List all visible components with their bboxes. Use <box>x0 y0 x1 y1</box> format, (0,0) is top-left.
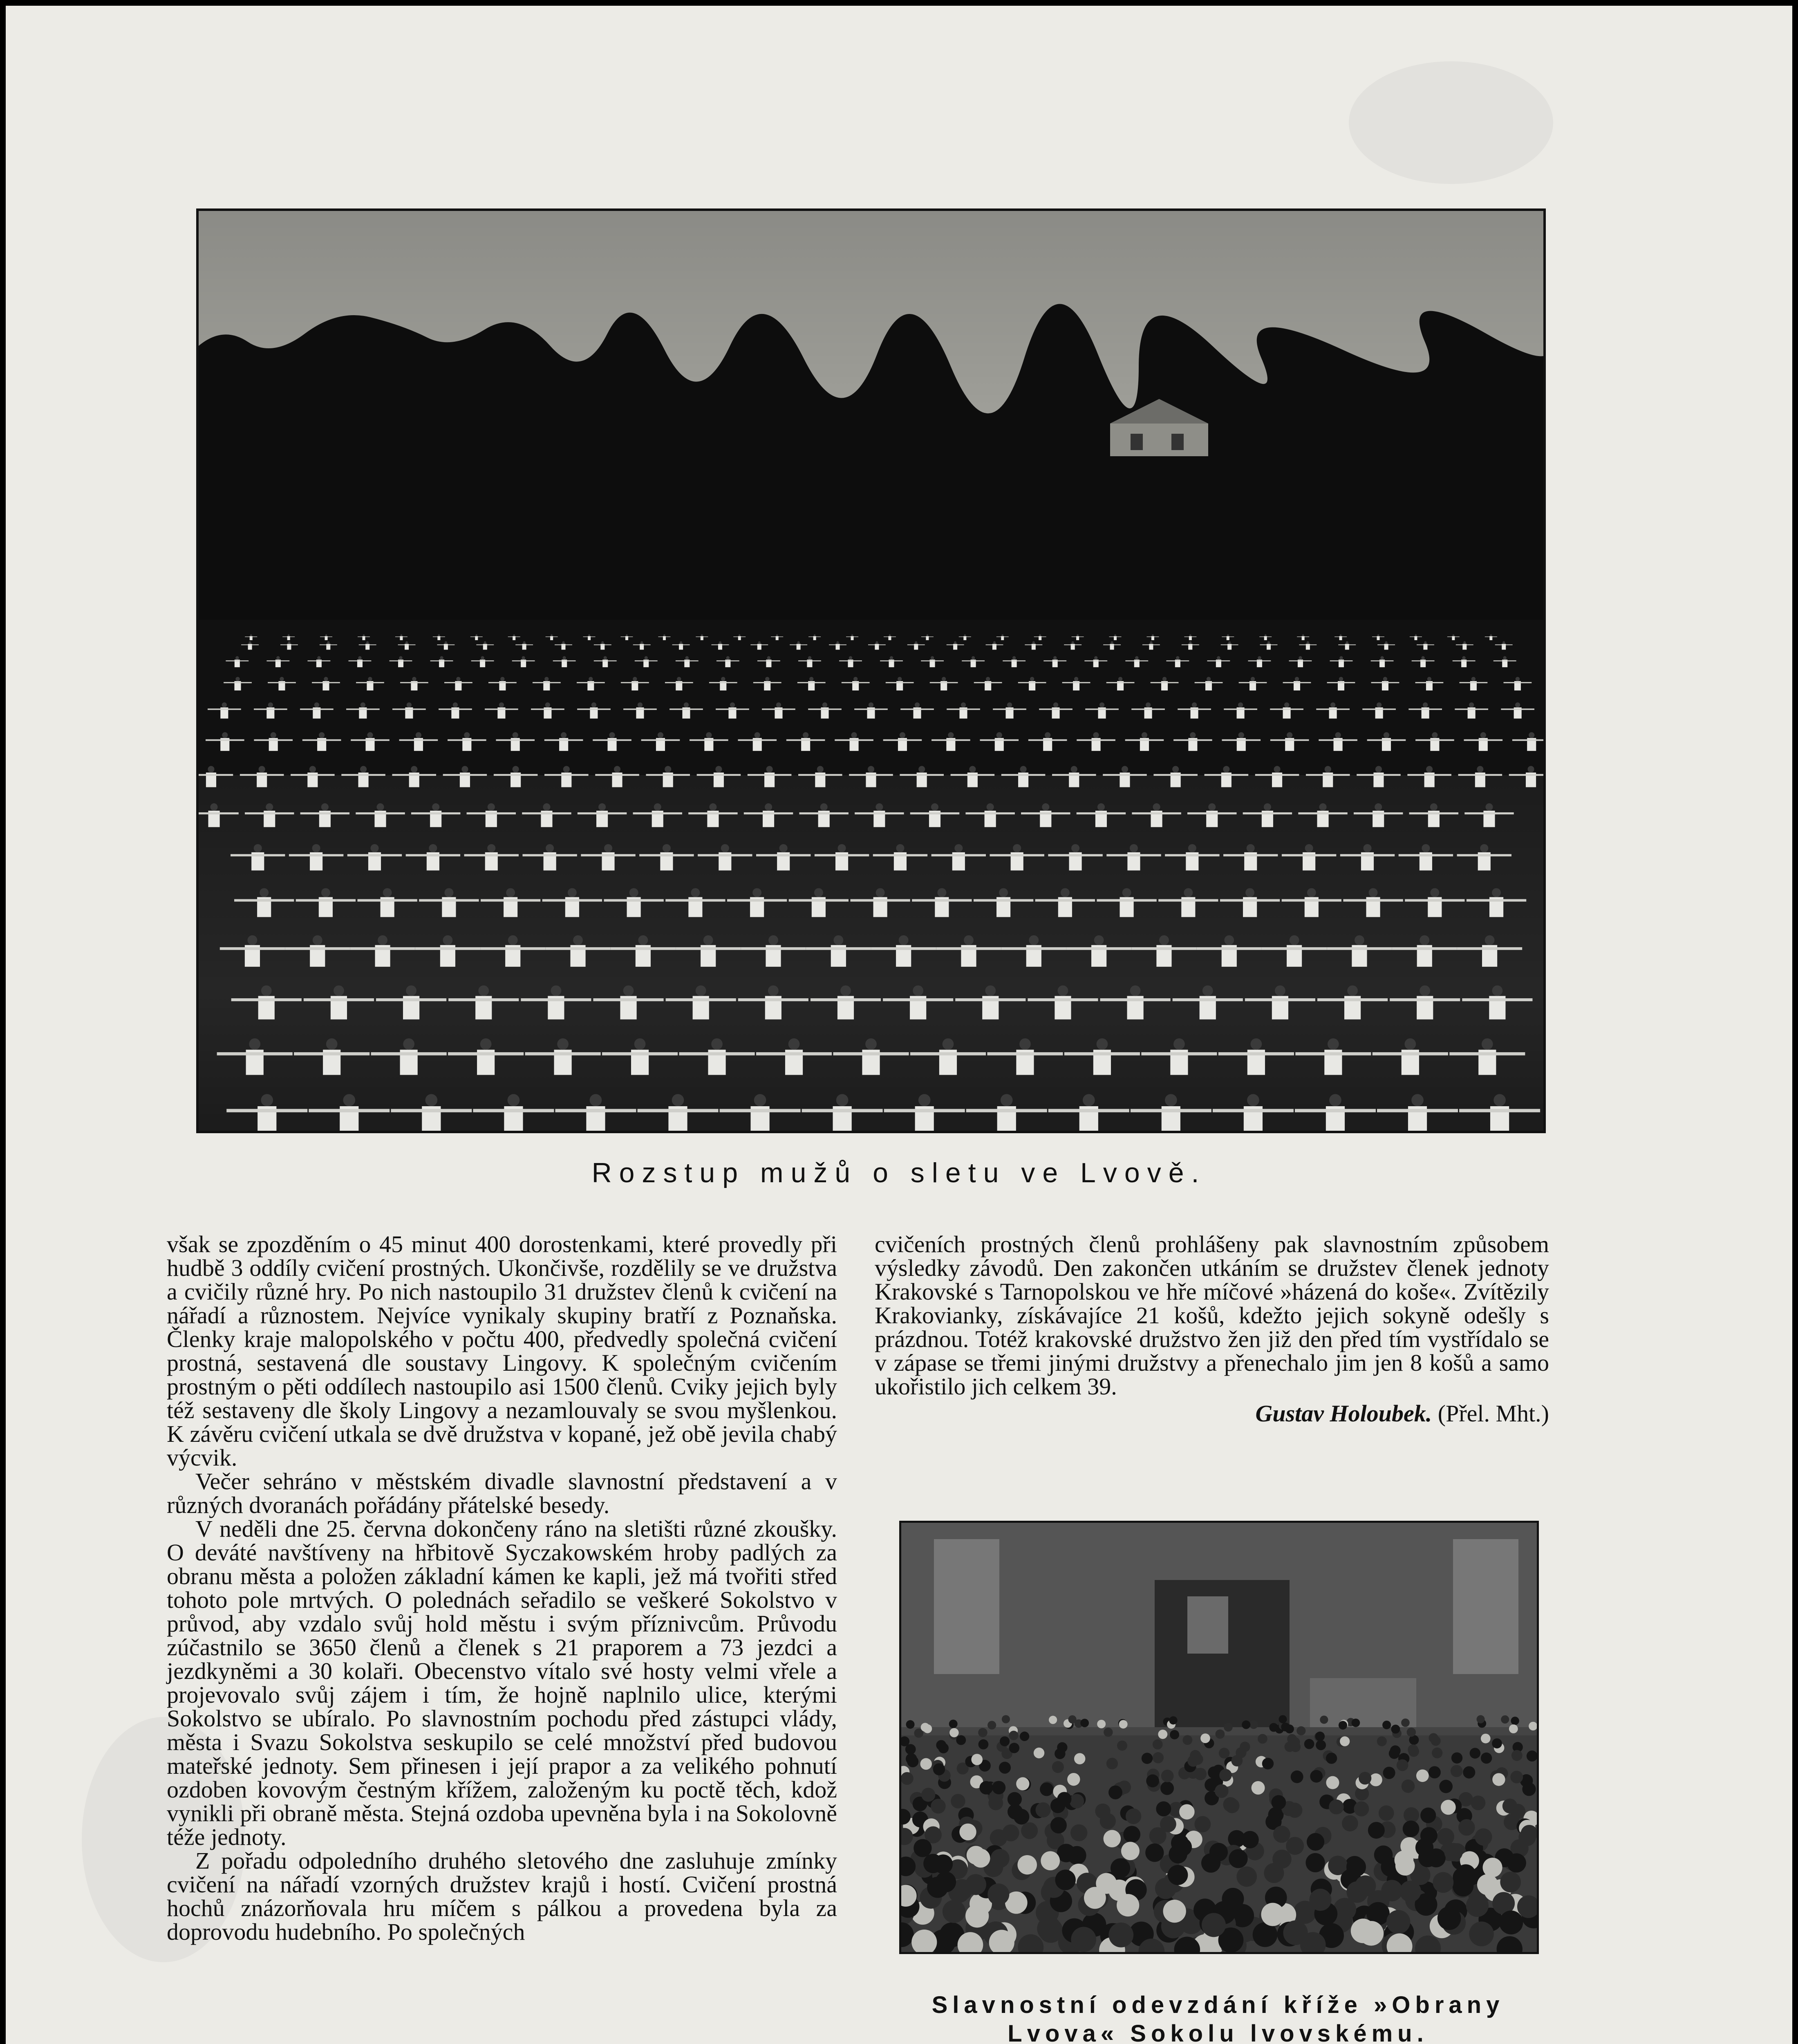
paragraph: však se zpozděním o 45 minut 400 dorostenkami, které provedly při hudbě 3 oddíly cvičení prostných. Ukončivše, rozdělily se ve družstva a cvičily různé hry. Po nich nastoupilo 31 družstev členů k cvičení na nářadí a různostem. Nejvíce vynikaly skupiny bratří z Poznaňska. Členky kraje malopolského v počtu 400, předvedly společná cvičení prostná, sestavená dle soustavy Lingovy. K společným cvičením prostným o pěti oddílech nastoupilo asi 1500 členů. Cviky jejich byly též sestaveny dle školy Lingovy a nezamlouvaly se svou myšlenkou. K závěru cvičení utkala se dvě družstva v kopané, jež obě jevila chabý výcvik. <box>167 1231 837 1471</box>
paragraph: cvičeních prostných členů prohlášeny pak slavnostním způsobem výsledky závodů. Den zakončen utkáním se družstev členek jednoty Krakovské s Tarnopolskou ve hře míčové »házená do koše«. Zvítězily Krakovianky, získávajíce 21 košů, kdežto jejich sokyně odešly s prázdnou. Totéž krakovské družstvo žen již den před tím vystřídalo se v zápase se třemi jinými družstvy a přenechalo jim jen 8 košů a samo ukořistilo jich celkem 39. <box>875 1231 1549 1400</box>
top-photo-gymnasts <box>196 208 1546 1133</box>
paragraph: V neděli dne 25. června dokončeny ráno na sletišti různé zkoušky. O deváté navštíveny na hřbitově Syczakowském hroby padlých za obranu města a položen základní kámen ke kapli, jež má tvořiti střed tohoto pole mrtvých. O polednách seřadilo se veškeré Sokolstvo v průvod, aby vzdalo svůj hold městu i svým příznivcům. Průvodu zúčastnilo se 3650 členů a členek s 21 praporem a 73 jezdci a jezdkyněmi a 30 kolaři. Obecenstvo vítalo své hosty velmi vřele a projevovalo svůj zájem i tím, že hojně naplnilo ulice, kterými Sokolstvo se ubíralo. Po slavnostním pochodu před zástupci vlády, města i Svazu Sokolstva seskupilo se celé množství před budovou mateřské jednoty. Sem přinesen i její prapor a za velikého pohnutí ozdoben kovovým čestným křížem, založeným ku poctě těch, kdož vynikli při obraně města. Stejná ozdoba upevněna byla i na Sokolovně téže jednoty. <box>167 1515 837 1850</box>
article-signature <box>875 1402 1549 1425</box>
translator-note: (Přel. Mht.) <box>1438 1400 1549 1427</box>
ceremony-crowd-illustration <box>901 1523 1537 1952</box>
author-name: Gustav Holoubek. <box>1255 1400 1432 1427</box>
caption-line: Lvova« Sokolu lvovskému. <box>1008 2020 1429 2044</box>
right-photo-ceremony <box>899 1521 1539 1954</box>
paragraph: Večer sehráno v městském divadle slavnostní představení a v různých dvoranách pořádány přátelské besedy. <box>167 1468 837 1518</box>
caption-line: Slavnostní odevzdání kříže »Obrany <box>931 1992 1505 2018</box>
right-text-column <box>875 1233 1549 1425</box>
paragraph: Z pořadu odpoledního druhého sletového dne zasluhuje zmínky cvičení na nářadí vzorných družstev krajů i hostí. Cvičení prostná hochů znázorňovala hru míčem s pálkou a provedena byla za doprovodu hudebního. Po společných <box>167 1847 837 1945</box>
right-photo-caption <box>879 1991 1557 2044</box>
left-text-column <box>167 1233 837 1944</box>
scan-stain <box>1349 61 1553 184</box>
gymnast-rows-illustration <box>199 211 1543 1131</box>
top-photo-caption: Rozstup mužů o sletu ve Lvově. <box>591 1157 1207 1188</box>
